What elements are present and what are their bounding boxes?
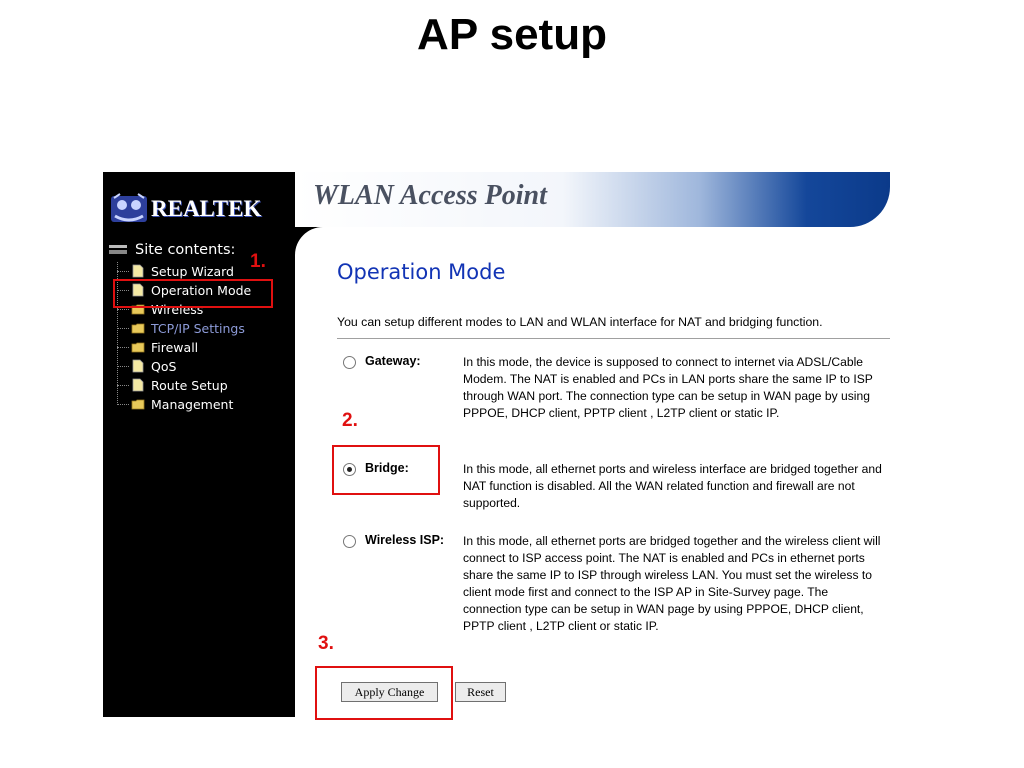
highlight-apply-change [315, 666, 453, 720]
divider [337, 338, 890, 339]
page-title: Operation Mode [337, 260, 506, 284]
highlight-operation-mode [113, 279, 273, 308]
folder-icon [131, 397, 145, 411]
bridge-description: In this mode, all ethernet ports and wireless interface are bridged together and NAT function is disabled. All the WAN related function and firewall are not supported. [463, 462, 882, 510]
gateway-label: Gateway: [365, 354, 421, 368]
sidebar [103, 172, 295, 717]
step-2-label: 2. [342, 410, 358, 431]
drawer-icon [109, 244, 127, 256]
gateway-radio[interactable] [343, 356, 356, 369]
sidebar-item-route-setup[interactable] [117, 376, 228, 394]
reset-button[interactable]: Reset [455, 682, 506, 702]
folder-icon [131, 321, 145, 335]
apply-change-button[interactable]: Apply Change [341, 682, 438, 702]
sidebar-item-management[interactable] [117, 395, 233, 413]
folder-icon [131, 340, 145, 354]
realtek-logo-text: REALTEK [151, 196, 262, 221]
step-1-label: 1. [250, 251, 266, 272]
step-3-label: 3. [318, 633, 334, 654]
router-admin-screenshot [103, 172, 890, 717]
sidebar-item-firewall[interactable] [117, 338, 198, 356]
sidebar-item-label: Wireless [151, 301, 204, 317]
page-icon [131, 378, 145, 392]
slide-title: AP setup [417, 10, 607, 59]
sidebar-item-label: Setup Wizard [151, 263, 234, 279]
header-banner [295, 172, 890, 227]
page-intro: You can setup different modes to LAN and WLAN interface for NAT and bridging function. [337, 315, 823, 329]
sidebar-item-tcpip-settings[interactable] [117, 319, 245, 337]
sidebar-item-label: Operation Mode [151, 282, 252, 298]
bridge-label: Bridge: [365, 461, 409, 475]
page-icon [131, 264, 145, 278]
tree-header [109, 242, 235, 258]
sidebar-item-label: QoS [151, 358, 177, 374]
sidebar-item-qos[interactable] [117, 357, 176, 375]
wireless-isp-label: Wireless ISP: [365, 533, 445, 547]
banner-title: WLAN Access Point [313, 180, 547, 211]
page-icon [131, 359, 145, 373]
sidebar-item-setup-wizard[interactable] [117, 262, 234, 280]
realtek-crab-icon [110, 192, 148, 226]
sidebar-item-label: Firewall [151, 339, 199, 355]
realtek-logo [110, 188, 268, 230]
sidebar-item-label: Management [151, 396, 234, 412]
highlight-bridge [332, 445, 440, 495]
tree-header-label: Site contents: [135, 242, 236, 258]
gateway-description: In this mode, the device is supposed to connect to internet via ADSL/Cable Modem. The NAT is enabled and PCs in LAN ports share the same IP to ISP through WAN port. The connection type can be setup in WAN page by using PPPOE, DHCP client, PPTP client , L2TP client or static IP. [463, 355, 873, 420]
wireless-isp-description: In this mode, all ethernet ports are bridged together and the wireless client will connect to ISP access point. The NAT is enabled and PCs in ethernet ports share the same IP to ISP through wireless LAN. You must set the wireless to client mode first and connect to the ISP AP in Site-Survey page. The connection type can be setup in WAN page by using PPPOE, DHCP client, PPTP client , L2TP client or static IP. [463, 534, 881, 633]
wireless-isp-radio[interactable] [343, 535, 356, 548]
content-corner [295, 227, 325, 257]
sidebar-item-label: Route Setup [151, 377, 228, 393]
sidebar-item-label: TCP/IP Settings [151, 320, 245, 336]
